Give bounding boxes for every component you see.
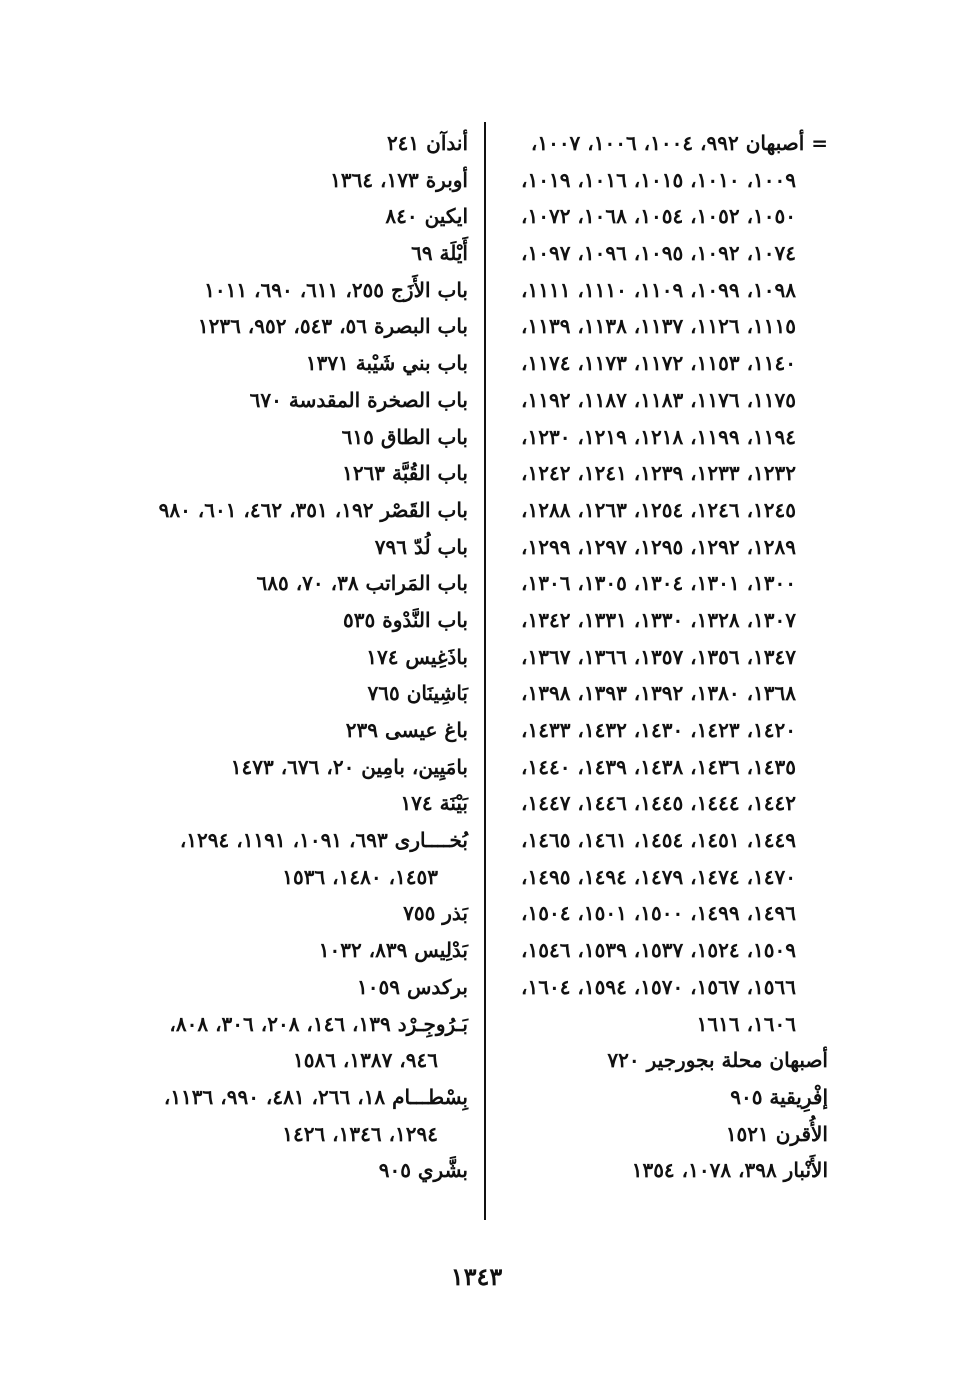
index-line: باب بني شَيْبة ١٣٧١: [305, 351, 468, 376]
index-line: ١٤٢٠، ١٤٢٣، ١٤٣٠، ١٤٣٢، ١٤٣٣،: [521, 718, 796, 742]
index-line: ١٦٠٦، ١٦١٦: [696, 1011, 796, 1036]
index-line: ١١٧٥، ١١٧٦، ١١٨٣، ١١٨٧، ١١٩٢،: [521, 387, 796, 412]
index-line: = أصبهان ٩٩٢، ١٠٠٤، ١٠٠٦، ١٠٠٧،: [530, 131, 828, 155]
index-line: ١٣٤٧، ١٣٥٦، ١٣٥٧، ١٣٦٦، ١٣٦٧،: [521, 644, 796, 669]
index-line: ١١٤٠، ١١٥٣، ١١٧٢، ١١٧٣، ١١٧٤،: [521, 351, 796, 376]
index-line-continuation: ١٤٥٣، ١٤٨٠، ١٥٣٦: [282, 864, 438, 889]
index-line: بَدْلِيس ٨٣٩، ١٠٣٢: [318, 938, 468, 963]
index-line: باب القَصْر ١٩٢، ٣٥١، ٤٦٢، ٦٠١، ٩٨٠: [158, 497, 468, 522]
index-line: ١٠٥٠، ١٠٥٢، ١٠٥٤، ١٠٦٨، ١٠٧٢،: [521, 204, 796, 229]
index-line: باب لُدّ ٧٩٦: [374, 534, 468, 559]
index-line: ١٢٤٥، ١٢٤٦، ١٢٥٤، ١٢٦٣، ١٢٨٨،: [521, 497, 796, 522]
index-line: بركدس ١٠٥٩: [357, 974, 468, 999]
index-line: ١٤٤٢، ١٤٤٤، ١٤٤٥، ١٤٤٦، ١٤٤٧،: [521, 791, 796, 816]
index-line: الأُقرن ١٥٢١: [725, 1121, 828, 1146]
index-line: باب الأَزَج ٢٥٥، ٦١١، ٦٩٠، ١٠١١: [204, 277, 468, 302]
index-line: أوبرة ١٧٣، ١٣٦٤: [330, 167, 468, 192]
index-line: ايكين ٨٤٠: [385, 204, 468, 229]
index-line: بَاشِينَان ٧٦٥: [367, 681, 468, 706]
index-line: باب القُبَّة ١٢٦٣: [342, 461, 468, 486]
index-line: بُخــــارى ٦٩٣، ١٠٩١، ١١٩١، ١٢٩٤،: [179, 828, 468, 853]
index-line: ١٢٣٢، ١٢٣٣، ١٢٣٩، ١٢٤١، ١٢٤٢،: [521, 461, 796, 486]
index-line: ١٥٠٩، ١٥٢٤، ١٥٣٧، ١٥٣٩، ١٥٤٦،: [521, 938, 796, 963]
index-line: ١١١٥، ١١٢٦، ١١٣٧، ١١٣٨، ١١٣٩،: [521, 314, 796, 339]
index-line: بَذر ٧٥٥: [403, 901, 468, 926]
left-column: [113, 125, 478, 1189]
index-line: أندآن ٢٤١: [386, 131, 468, 155]
index-line: باب المَراتب ٣٨، ٧٠، ٦٨٥: [256, 571, 468, 596]
index-line: بشَّري ٩٠٥: [378, 1158, 468, 1183]
index-line: ١٢٨٩، ١٢٩٢، ١٢٩٥، ١٢٩٧، ١٢٩٩،: [521, 534, 796, 559]
index-line: بِسْطـــام ١٨، ٢٦٦، ٤٨١، ٩٩٠، ١١٣٦،: [163, 1084, 468, 1109]
index-line: ١٥٦٦، ١٥٦٧، ١٥٧٠، ١٥٩٤، ١٦٠٤،: [521, 974, 796, 999]
index-line: باب النَّدْوة ٥٣٥: [343, 607, 468, 632]
index-line: بَيْنَة ١٧٤: [400, 791, 468, 816]
index-line: باذَغِيس ١٧٤: [366, 644, 468, 669]
index-line: ١٤٤٩، ١٤٥١، ١٤٥٤، ١٤٦١، ١٤٦٥،: [521, 828, 796, 853]
index-line: ١٠٩٨، ١٠٩٩، ١١٠٩، ١١١٠، ١١١١،: [521, 277, 796, 302]
index-line: ١١٩٤، ١١٩٩، ١٢١٨، ١٢١٩، ١٢٣٠،: [521, 424, 796, 449]
index-line: ١٣٠٧، ١٣٢٨، ١٣٣٠، ١٣٣١، ١٣٤٢،: [521, 607, 796, 632]
index-line: ١٠٧٤، ١٠٩٢، ١٠٩٥، ١٠٩٦، ١٠٩٧،: [521, 241, 796, 266]
index-line-continuation: ٩٤٦، ١٣٨٧، ١٥٨٦: [292, 1048, 438, 1073]
index-line: ١٣٦٨، ١٣٨٠، ١٣٩٢، ١٣٩٣، ١٣٩٨،: [521, 681, 796, 706]
right-column: [478, 125, 828, 1189]
index-line: ١٤٩٦، ١٤٩٩، ١٥٠٠، ١٥٠١، ١٥٠٤،: [521, 901, 796, 926]
index-line: ١٤٣٥، ١٤٣٦، ١٤٣٨، ١٤٣٩، ١٤٤٠،: [521, 754, 796, 779]
index-line: باغ عيسى ٢٣٩: [345, 718, 468, 742]
index-line: باب البصرة ٥٦، ٥٤٣، ٩٥٢، ١٢٣٦: [197, 314, 468, 339]
page-number: ١٣٤٣: [450, 1262, 503, 1291]
index-line: بامَيِين، بامِين ٢٠، ٦٧٦، ١٤٧٣: [230, 754, 468, 779]
index-line: باب الطاق ٦١٥: [341, 424, 468, 449]
index-line-continuation: ١٢٩٤، ١٣٤٦، ١٤٢٦: [282, 1121, 438, 1146]
index-line: الأَنْبار ٣٩٨، ١٠٧٨، ١٣٥٤: [631, 1158, 828, 1183]
index-line: أَيْلَة ٦٩: [411, 241, 468, 266]
index-line: أصبهان محلة بجورجير ٧٢٠: [607, 1048, 828, 1073]
index-line: ١٣٠٠، ١٣٠١، ١٣٠٤، ١٣٠٥، ١٣٠٦،: [521, 571, 796, 596]
column-divider: [484, 122, 486, 1220]
index-line: باب الصخرة المقدسة ٦٧٠: [249, 387, 468, 412]
index-line: بَـرُوجِـرْد ١٣٩، ١٤٦، ٢٠٨، ٣٠٦، ٨٠٨،: [169, 1011, 468, 1036]
index-line: ١٤٧٠، ١٤٧٤، ١٤٧٩، ١٤٩٤، ١٤٩٥،: [521, 864, 796, 889]
index-line: ١٠٠٩، ١٠١٠، ١٠١٥، ١٠١٦، ١٠١٩،: [521, 167, 796, 192]
index-line: إفْرِيقية ٩٠٥: [730, 1084, 828, 1109]
